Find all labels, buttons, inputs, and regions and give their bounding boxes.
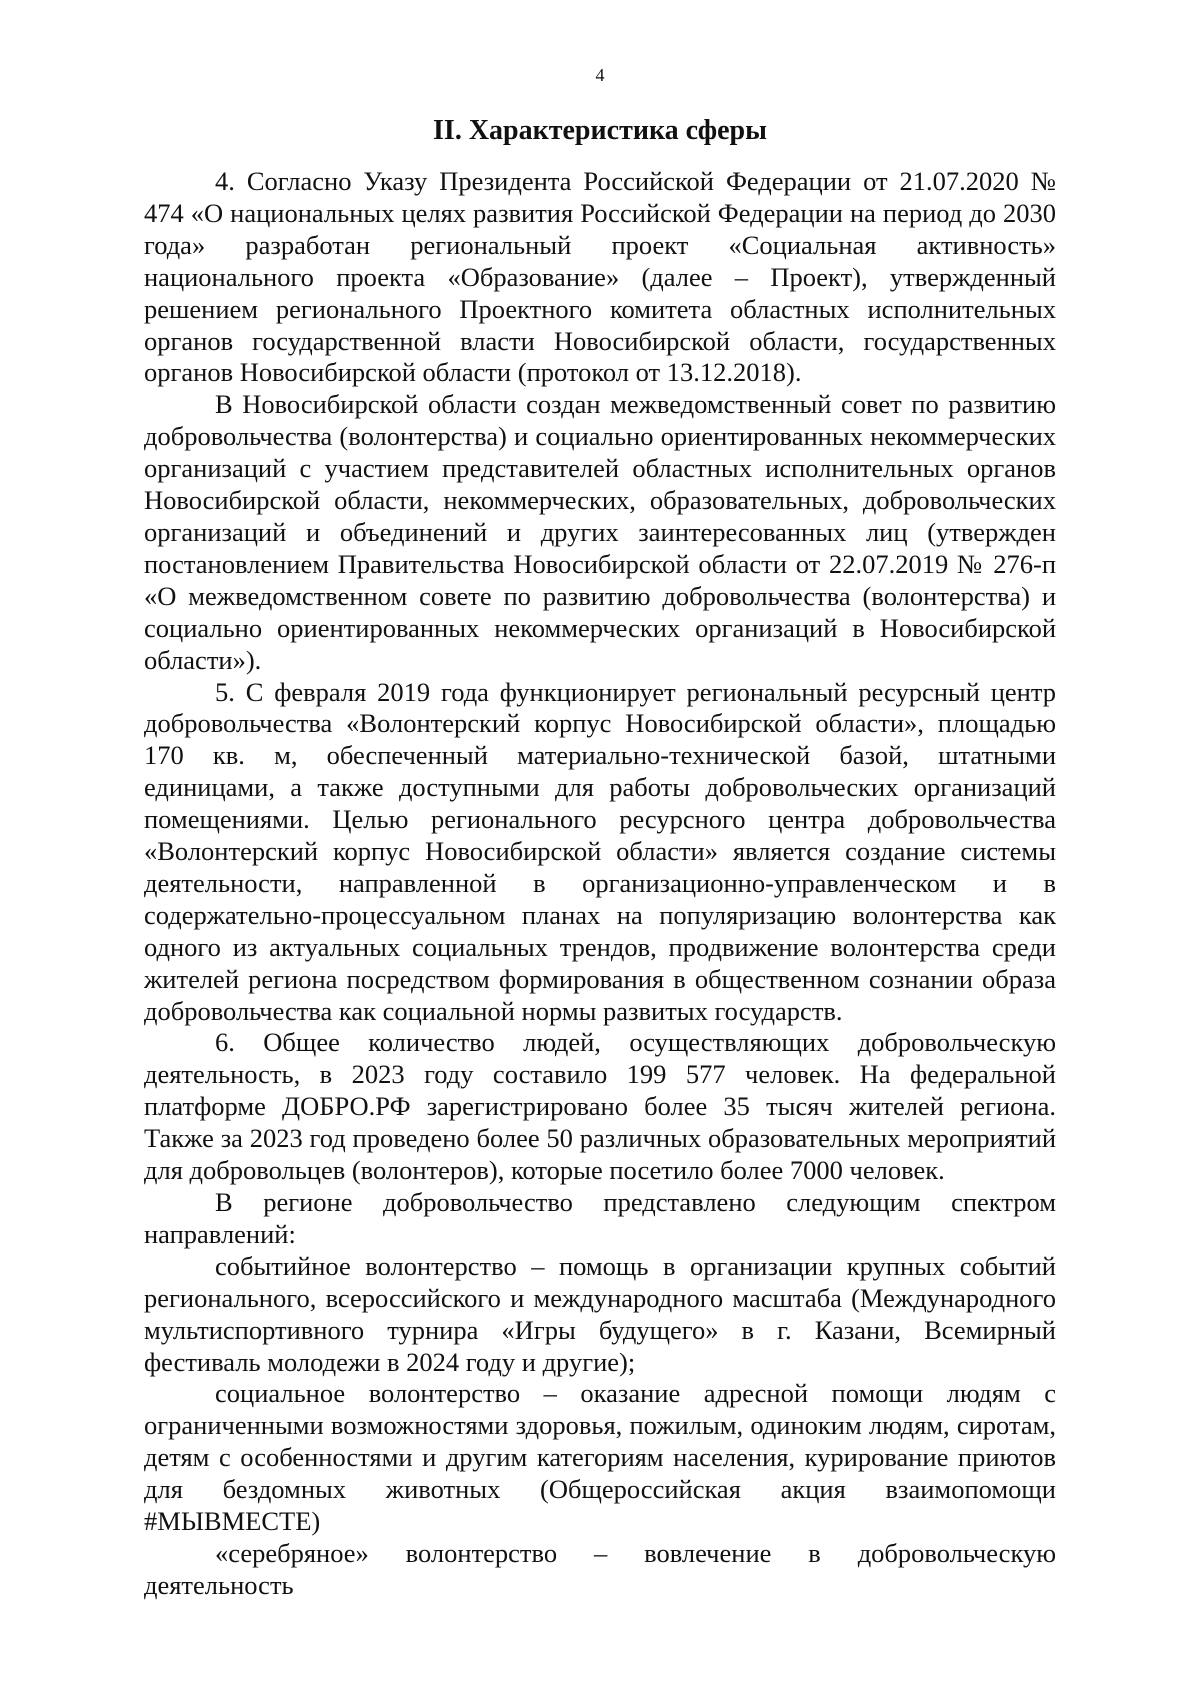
document-body — [144, 166, 1056, 1602]
paragraph-directions-intro: В регионе добровольчество представлено следующим спектром направлений: — [144, 1187, 1056, 1249]
paragraph-event-volunteering: событийное волонтерство – помощь в организации крупных событий регионального, всероссийского и международного масштаба (Международного мультиспортивного турнира «Игры будущего» в г. Казани, Всемирный фестиваль молодежи в 2024 году и другие); — [144, 1250, 1056, 1377]
paragraph-social-volunteering: социальное волонтерство – оказание адресной помощи людям с ограниченными возможностями здоровья, пожилым, одиноким людям, сиротам, детям с особенностями и другим категориям населения, курирование приютов для бездомных животных (Общероссийская акция взаимопомощи #МЫВМЕСТЕ) — [144, 1378, 1056, 1537]
paragraph-regional-project: 4. Согласно Указу Президента Российской Федерации от 21.07.2020 № 474 «О национальных целях развития Российской Федерации на период до 2030 года» разработан региональный проект «Социальная активность» национального проекта «Образование» (далее – Проект), утвержденный решением регионального Проектного комитета областных исполнительных органов государственной власти Новосибирской области, государственных органов Новосибирской области (протокол от 13.12.2018). — [144, 166, 1056, 388]
section-title: II. Характеристика сферы — [433, 115, 767, 146]
paragraph-resource-center: 5. С февраля 2019 года функционирует региональный ресурсный центр добровольчества «Волонтерский корпус Новосибирской области», площадью 170 кв. м, обеспеченный материально-технической базой, штатными единицами, а также доступными для работы добровольческих организаций помещениями. Целью регионального ресурсного центра добровольчества «Волонтерский корпус Новосибирской области» является создание системы деятельности, направленной в организационно-управленческом и в содержательно-процессуальном планах на популяризацию волонтерства как одного из актуальных социальных трендов, продвижение волонтерства среди жителей региона посредством формирования в общественном сознании образа добровольчества как социальной нормы развитых государств. — [144, 676, 1056, 1026]
paragraph-interagency-council: В Новосибирской области создан межведомственный совет по развитию добровольчества (волонтерства) и социально ориентированных некоммерческих организаций с участием представителей областных исполнительных органов Новосибирской области, некоммерческих, образовательных, добровольческих организаций и объединений и других заинтересованных лиц (утвержден постановлением Правительства Новосибирской области от 22.07.2019 № 276-п «О межведомственном совете по развитию добровольчества (волонтерства) и социально ориентированных некоммерческих организаций в Новосибирской области»). — [144, 389, 1056, 675]
page-number: 4 — [595, 65, 605, 85]
paragraph-volunteer-statistics: 6. Общее количество людей, осуществляющих добровольческую деятельность, в 2023 году составило 199 577 человек. На федеральной платформе ДОБРО.РФ зарегистрировано более 35 тысяч жителей региона. Также за 2023 год проведено более 50 различных образовательных мероприятий для добровольцев (волонтеров), которые посетило более 7000 человек. — [144, 1027, 1056, 1186]
paragraph-silver-volunteering: «серебряное» волонтерство – вовлечение в добровольческую деятельность — [144, 1537, 1056, 1600]
